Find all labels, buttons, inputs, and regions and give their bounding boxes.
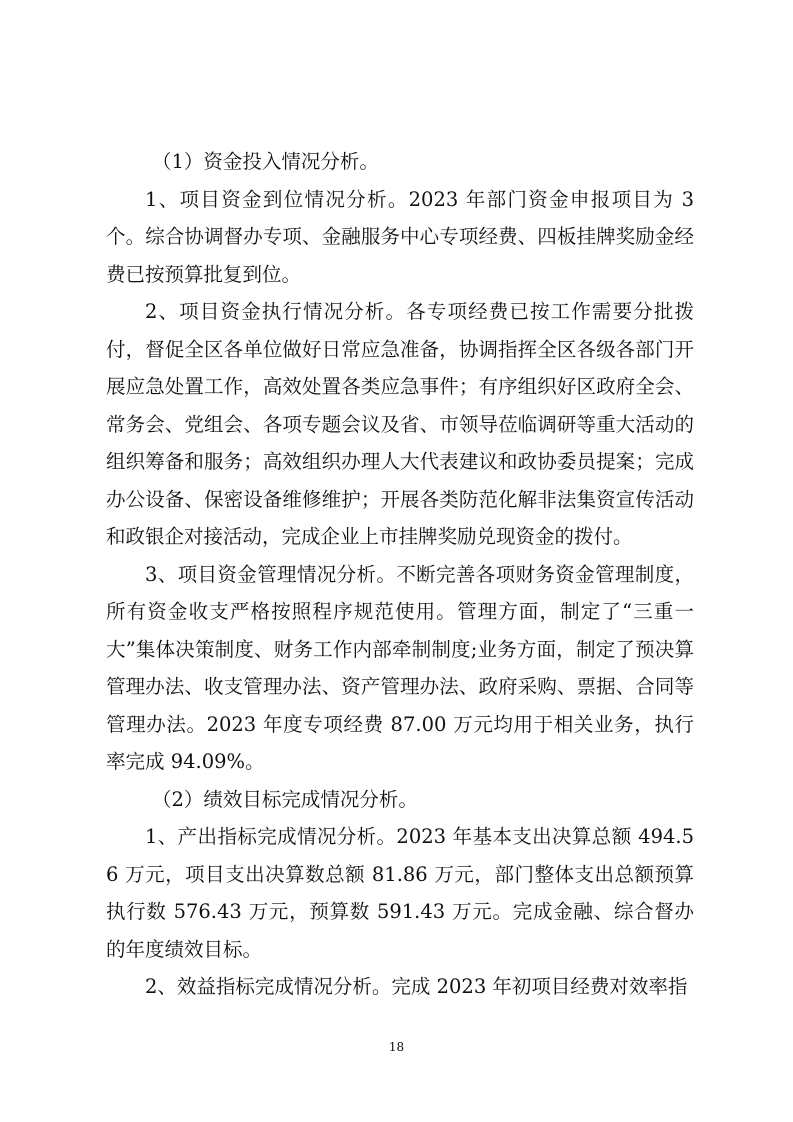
document-body	[106, 143, 694, 1006]
section-heading-performance-goals: （2）绩效目标完成情况分析。	[152, 787, 418, 811]
paragraph-benefit-indicators: 2、效益指标完成情况分析。完成 2023 年初项目经费对效率指	[145, 975, 688, 998]
page-number: 18	[388, 1040, 405, 1054]
paragraph-output-indicators: 1、产出指标完成情况分析。2023 年基本支出决算总额 494.56 万元，项目支出决算数总额 81.86 万元，部门整体支出总额预算执行数 576.43 万元，预算数 591.43 万元。完成金融、综合督办的年度绩效目标。	[106, 825, 694, 961]
paragraph-funding-arrival: 1、项目资金到位情况分析。2023 年部门资金申报项目为 3 个。综合协调督办专项、金融服务中心专项经费、四板挂牌奖励金经费已按预算批复到位。	[106, 187, 694, 286]
paragraph-funding-management: 3、项目资金管理情况分析。不断完善各项财务资金管理制度，所有资金收支严格按照程序规范使用。管理方面，制定了“三重一大”集体决策制度、财务工作内部牵制制度;业务方面，制定了预决算管理办法、收支管理办法、资产管理办法、政府采购、票据、合同等管理办法。2023 年度专项经费 87.00 万元均用于相关业务，执行率完成 94.09%。	[106, 562, 694, 773]
paragraph-funding-execution: 2、项目资金执行情况分析。各专项经费已按工作需要分批拨付，督促全区各单位做好日常应急准备，协调指挥全区各级各部门开展应急处置工作，高效处置各类应急事件；有序组织好区政府全会、常务会、党组会、各项专题会议及省、市领导莅临调研等重大活动的组织筹备和服务；高效组织办理人大代表建议和政协委员提案；完成办公设备、保密设备维修维护；开展各类防范化解非法集资宣传活动和政银企对接活动，完成企业上市挂牌奖励兑现资金的拨付。	[106, 300, 694, 548]
section-heading-funding-input: （1）资金投入情况分析。	[152, 150, 379, 173]
